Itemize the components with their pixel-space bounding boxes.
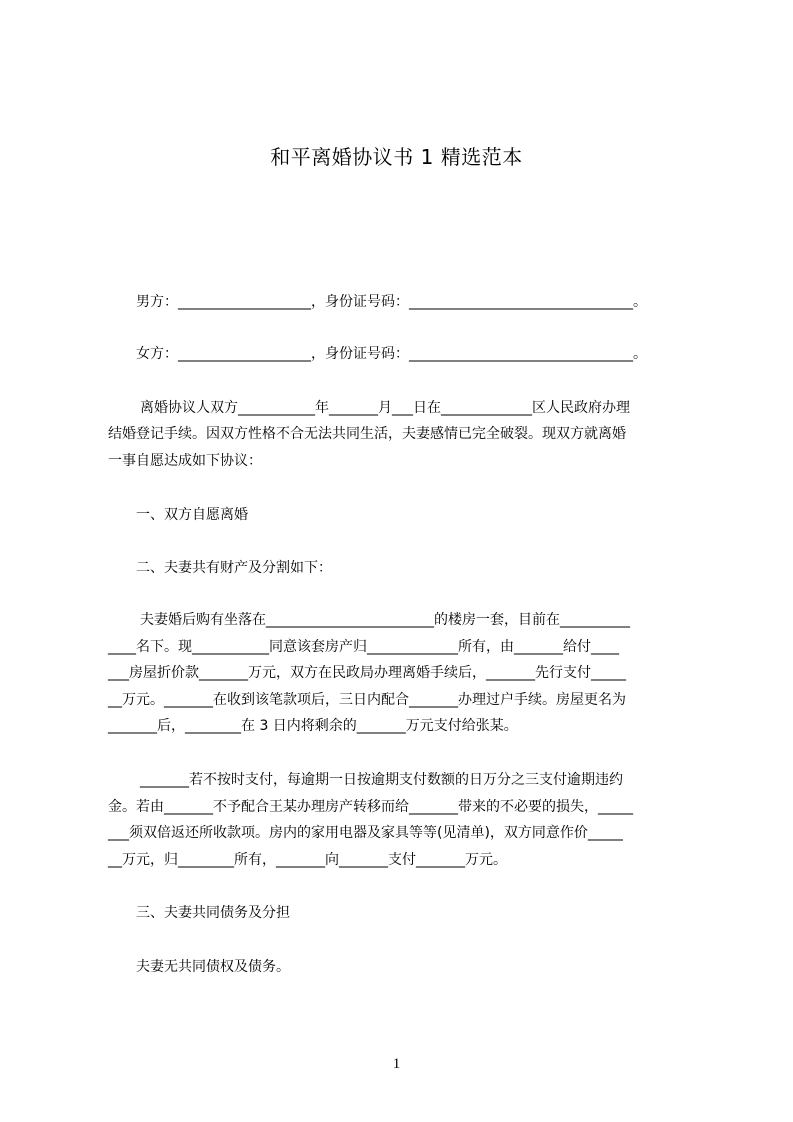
- section-heading: 二、夫妻共有财产及分割如下：: [136, 560, 332, 576]
- paragraph-line: _______后，________在 3 日内将剩余的_______万元支付给张某。: [108, 718, 518, 734]
- section-heading: 三、夫妻共同债务及分担: [136, 905, 290, 921]
- page-number: 1: [392, 1056, 401, 1072]
- male-party-line: 男方：___________________，身份证号码：________________________________。: [136, 294, 647, 310]
- paragraph-line: 离婚协议人双方___________年_______月___日在_____________区人民政府办理: [140, 400, 630, 416]
- section-heading: 一、双方自愿离婚: [136, 507, 248, 523]
- female-party-line: 女方：___________________，身份证号码：________________________________。: [136, 346, 647, 362]
- document-title: 和平离婚协议书 1 精选范本: [270, 145, 523, 169]
- paragraph-line: 结婚登记手续。因双方性格不合无法共同生活，夫妻感情已完全破裂。现双方就离婚: [108, 426, 626, 442]
- paragraph-line: 金。若由_______不予配合王某办理房产转移而给_______带来的不必要的损失，_____: [108, 799, 633, 815]
- paragraph-line: 夫妻婚后购有坐落在________________________的楼房一套，目前在__________: [140, 612, 630, 628]
- paragraph-line: ___房屋折价款_______万元，双方在民政局办理离婚手续后，_______先行支付_____: [108, 665, 626, 681]
- paragraph-line: ____名下。现___________同意该套房产归_____________所有，由_______给付____: [108, 639, 619, 655]
- paragraph-line: 一事自愿达成如下协议：: [108, 453, 262, 469]
- paragraph-line: _______若不按时支付，每逾期一日按逾期支付数额的日万分之三支付逾期违约: [140, 772, 623, 788]
- paragraph-line: __万元，归________所有，_______向_______支付_______万元。: [108, 852, 507, 868]
- paragraph-line: __万元。_______在收到该笔款项后，三日内配合_______办理过户手续。房屋更名为: [108, 692, 626, 708]
- paragraph-line: ___须双倍返还所收款项。房内的家用电器及家具等等(见清单)，双方同意作价_____: [108, 825, 623, 841]
- paragraph-line: 夫妻无共同债权及债务。: [136, 959, 290, 975]
